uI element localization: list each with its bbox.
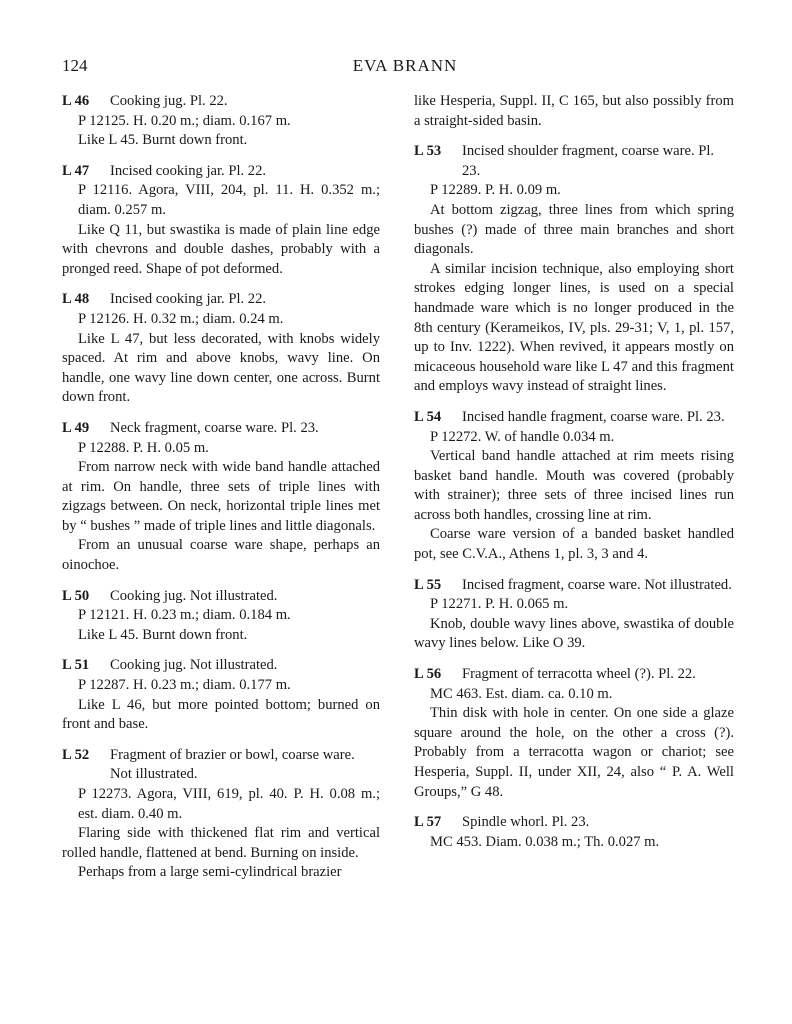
entry-number: L 51 bbox=[62, 657, 90, 674]
entry-catalogue-line: P 12289. P. H. 0.09 m. bbox=[430, 182, 561, 199]
catalogue-entry bbox=[62, 587, 380, 646]
page-header bbox=[62, 56, 748, 78]
entry-catalogue-line: P 12288. P. H. 0.05 m. bbox=[78, 439, 209, 456]
entry-heading bbox=[62, 746, 380, 785]
catalogue-entry bbox=[414, 408, 734, 565]
catalogue-entry bbox=[414, 813, 734, 852]
entry-title: Spindle whorl. Pl. 23. bbox=[462, 814, 590, 831]
entry-title: Incised fragment, coarse ware. Not illustrated. bbox=[462, 576, 732, 593]
continuation-paragraph: like Hesperia, Suppl. II, C 165, but also possibly from a straight-sided basin. bbox=[414, 93, 734, 129]
catalogue-entry bbox=[62, 419, 380, 576]
entry-title: Incised cooking jar. Pl. 22. bbox=[110, 291, 267, 308]
entry-heading bbox=[62, 587, 380, 607]
page-number: 124 bbox=[62, 56, 88, 75]
entry-heading bbox=[414, 576, 734, 596]
entry-number: L 55 bbox=[414, 576, 442, 593]
entry-number: L 54 bbox=[414, 408, 442, 425]
entry-description: From narrow neck with wide band handle attached at rim. On handle, three sets of triple lines with zigzags between. On neck, horizontal triple lines met by “ bushes ” made of triple lines and little diagonals. bbox=[62, 459, 380, 534]
entry-heading bbox=[62, 162, 380, 182]
entry-title: Incised shoulder fragment, coarse ware. Pl. 23. bbox=[462, 143, 715, 179]
entry-catalogue-line: P 12121. H. 0.23 m.; diam. 0.184 m. bbox=[78, 607, 291, 624]
entry-number: L 53 bbox=[414, 143, 442, 160]
entry-catalogue-line: P 12273. Agora, VIII, 619, pl. 40. P. H. 0.08 m.; est. diam. 0.40 m. bbox=[78, 786, 380, 822]
catalogue-entry bbox=[62, 162, 380, 280]
entry-description: A similar incision technique, also employing short strokes edging longer lines, is used on a special handmade ware which is no longer produced in the 8th century (Kerameikos, IV, pls. 29-31; V, 1, pl. 157, up to Inv. 1222). When revived, it appears mostly on micaceous household ware like L 47 and this fragment and employs wavy instead of straight lines. bbox=[414, 260, 734, 395]
entry-title: Neck fragment, coarse ware. Pl. 23. bbox=[110, 419, 319, 436]
entry-description: Flaring side with thickened flat rim and vertical rolled handle, flattened at bend. Burning on inside. bbox=[62, 825, 380, 861]
entry-catalogue-line: P 12271. P. H. 0.065 m. bbox=[430, 596, 569, 613]
entry-description: Like L 47, but less decorated, with knobs widely spaced. At rim and above knobs, wavy line. On handle, one wavy line down center, one across. Burnt down front. bbox=[62, 330, 380, 406]
entry-heading bbox=[414, 408, 734, 428]
running-head: EVA BRANN bbox=[352, 56, 458, 75]
entry-number: L 48 bbox=[62, 291, 90, 308]
entry-title: Fragment of terracotta wheel (?). Pl. 22. bbox=[462, 666, 696, 683]
entry-catalogue-line: P 12272. W. of handle 0.034 m. bbox=[430, 428, 615, 445]
continuation-text bbox=[414, 92, 734, 131]
entry-heading bbox=[414, 665, 734, 685]
entry-catalogue-line: P 12116. Agora, VIII, 204, pl. 11. H. 0.352 m.; diam. 0.257 m. bbox=[78, 182, 380, 218]
entry-number: L 57 bbox=[414, 814, 442, 831]
entry-number: L 52 bbox=[62, 746, 90, 763]
catalogue-entry bbox=[62, 746, 380, 883]
entry-description: Like L 45. Burnt down front. bbox=[78, 626, 248, 643]
entry-catalogue-line: MC 463. Est. diam. ca. 0.10 m. bbox=[430, 685, 613, 702]
entry-number: L 47 bbox=[62, 162, 90, 179]
entry-catalogue-line: MC 453. Diam. 0.038 m.; Th. 0.027 m. bbox=[430, 833, 660, 850]
entry-title: Cooking jug. Not illustrated. bbox=[110, 587, 278, 604]
entry-description: Like L 45. Burnt down front. bbox=[78, 132, 248, 149]
entry-title: Cooking jug. Pl. 22. bbox=[110, 93, 228, 109]
entry-number: L 50 bbox=[62, 587, 90, 604]
entry-number: L 46 bbox=[62, 93, 90, 109]
entry-description: Thin disk with hole in center. On one side a glaze square around the hole, on the other a cross (?). Probably from a terracotta wagon or chariot; see Hesperia, Suppl. II, under XII, 24, also “ P. A. Well Groups,” G 48. bbox=[414, 705, 734, 800]
entry-catalogue-line: P 12287. H. 0.23 m.; diam. 0.177 m. bbox=[78, 677, 291, 694]
entry-description: Perhaps from a large semi-cylindrical brazier bbox=[78, 864, 342, 881]
catalogue-entry bbox=[62, 656, 380, 734]
entry-heading bbox=[62, 290, 380, 310]
entry-heading bbox=[62, 419, 380, 439]
entry-description: Like L 46, but more pointed bottom; burned on front and base. bbox=[62, 696, 380, 733]
entry-description: Coarse ware version of a banded basket handled pot, see C.V.A., Athens 1, pl. 3, 3 and 4. bbox=[414, 526, 734, 563]
entry-title: Incised cooking jar. Pl. 22. bbox=[110, 162, 267, 179]
entry-description: Knob, double wavy lines above, swastika of double wavy lines below. Like O 39. bbox=[414, 615, 734, 652]
left-column bbox=[62, 92, 380, 894]
entry-heading bbox=[414, 142, 734, 181]
entry-heading bbox=[414, 813, 734, 833]
catalogue-entry bbox=[414, 142, 734, 397]
catalogue-entry bbox=[414, 576, 734, 654]
entry-catalogue-line: P 12125. H. 0.20 m.; diam. 0.167 m. bbox=[78, 112, 291, 129]
entry-heading bbox=[62, 656, 380, 676]
entry-description: At bottom zigzag, three lines from which spring bushes (?) made of three main branches and short diagonals. bbox=[414, 201, 734, 258]
entry-number: L 49 bbox=[62, 419, 90, 436]
entry-title: Incised handle fragment, coarse ware. Pl. 23. bbox=[462, 408, 725, 425]
right-column bbox=[414, 92, 734, 863]
entry-heading bbox=[62, 92, 380, 112]
catalogue-entry bbox=[414, 665, 734, 802]
entry-title: Cooking jug. Not illustrated. bbox=[110, 657, 278, 674]
entry-description: From an unusual coarse ware shape, perhaps an oinochoe. bbox=[62, 537, 380, 574]
entry-catalogue-line: P 12126. H. 0.32 m.; diam. 0.24 m. bbox=[78, 310, 284, 327]
entry-description: Vertical band handle attached at rim meets rising basket band handle. Mouth was covered (probably with strainer); three sets of three incised lines run across both handles, crossing line at rim. bbox=[414, 448, 734, 523]
entry-description: Like Q 11, but swastika is made of plain line edge with chevrons and double dashes, probably with a pronged reed. Shape of pot deformed. bbox=[62, 221, 380, 277]
catalogue-entry bbox=[62, 290, 380, 408]
entry-number: L 56 bbox=[414, 666, 442, 683]
entry-title: Fragment of brazier or bowl, coarse ware. Not illustrated. bbox=[110, 746, 355, 783]
catalogue-entry bbox=[62, 92, 380, 151]
